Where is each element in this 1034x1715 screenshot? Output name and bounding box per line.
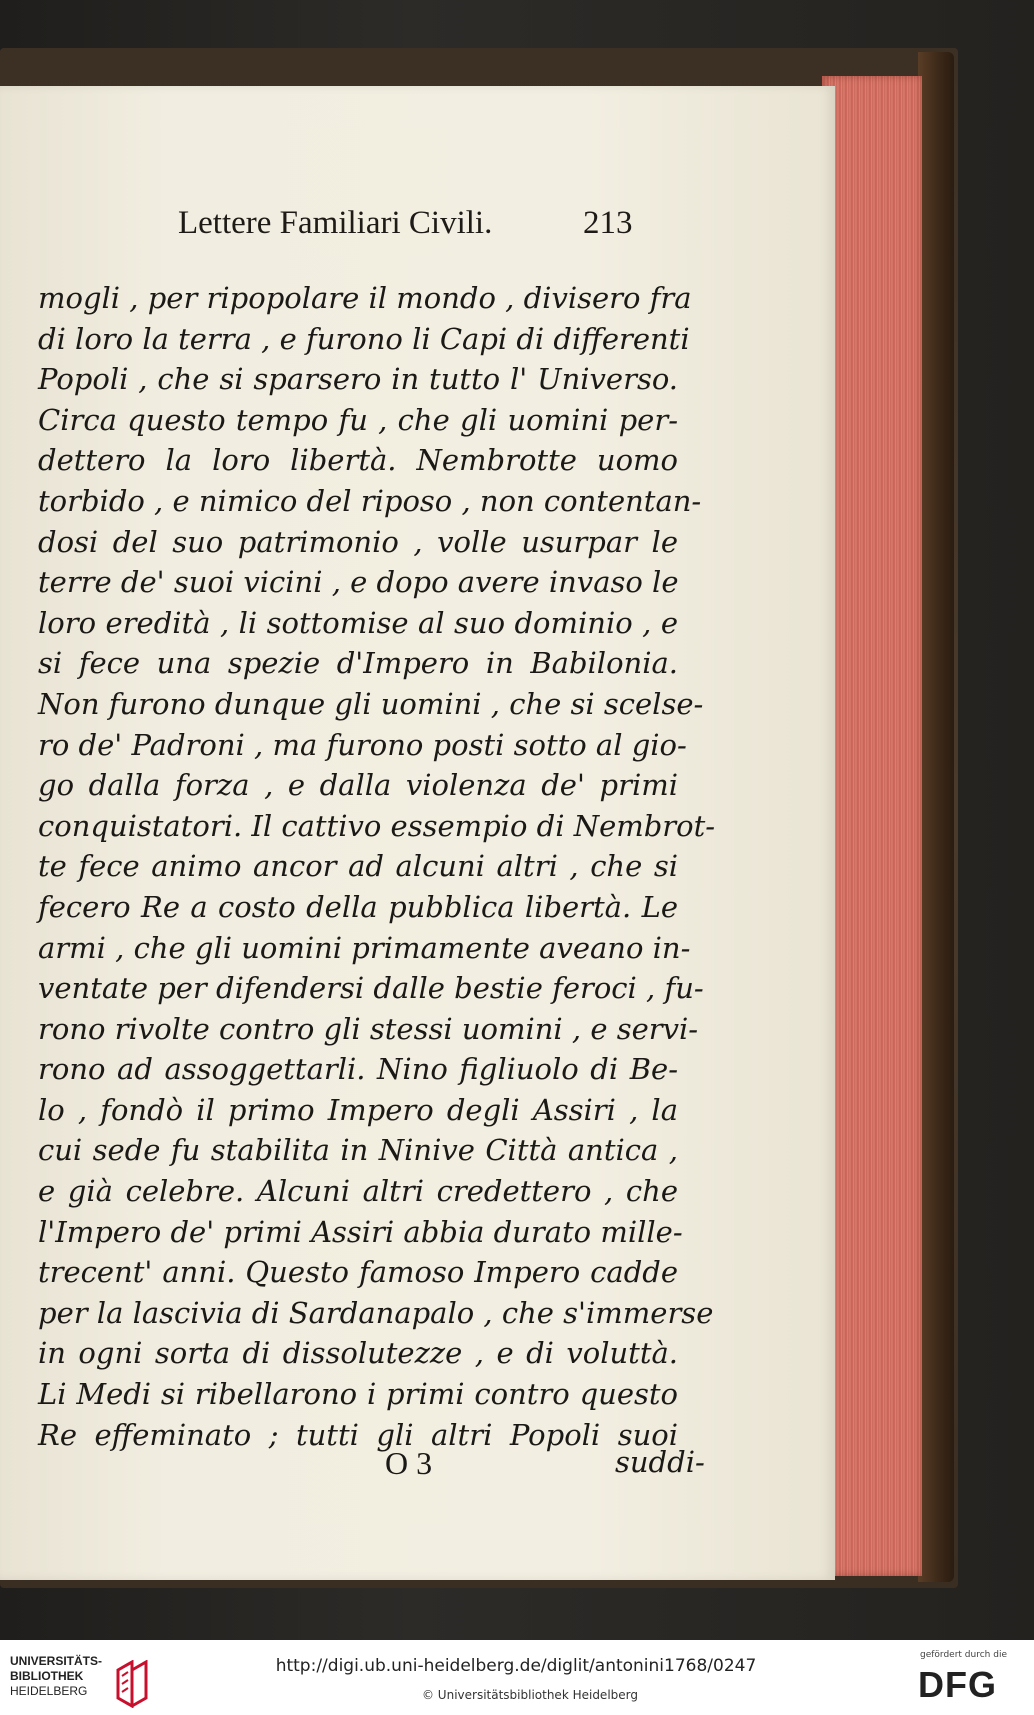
page-footer xyxy=(40,1445,705,1485)
dfg-logo[interactable]: DFG xyxy=(918,1664,997,1705)
library-name-line3: HEIDELBERG xyxy=(10,1684,88,1698)
text-line: torbido , e nimico del riposo , non contentan- xyxy=(38,483,702,518)
text-line: di loro la terra , e furono li Capi di differenti xyxy=(38,321,690,356)
text-line: loro eredità , li sottomise al suo dominio , e xyxy=(38,605,678,640)
text-line: Li Medi si ribellarono i primi contro questo xyxy=(38,1377,678,1412)
text-line: te fece animo ancor ad alcuni altri , che si xyxy=(38,849,678,884)
text-line: rono ad assoggettarli. Nino figliuolo di Be- xyxy=(38,1052,678,1087)
text-line: terre de' suoi vicini , e dopo avere invaso le xyxy=(38,565,679,600)
text-line: ro de' Padroni , ma furono posti sotto al gio- xyxy=(38,727,687,762)
text-line: l'Impero de' primi Assiri abbia durato mille- xyxy=(38,1214,683,1249)
funding-note: gefördert durch die xyxy=(920,1650,1007,1660)
text-line: in ogni sorta di dissolutezze , e di voluttà. xyxy=(38,1336,678,1371)
permalink-url[interactable]: http://digi.ub.uni-heidelberg.de/diglit/antonini1768/0247 xyxy=(275,1656,757,1676)
text-line: Re effeminato ; tutti gli altri Popoli suoi xyxy=(38,1417,678,1452)
page-body xyxy=(38,278,716,1455)
text-line: cui sede fu stabilita in Ninive Città antica , xyxy=(38,1133,678,1168)
text-line: conquistatori. Il cattivo essempio di Nembrot- xyxy=(38,808,716,843)
text-line: armi , che gli uomini primamente aveano in- xyxy=(38,930,691,965)
text-line: fecero Re a costo della pubblica libertà. Le xyxy=(38,889,678,924)
text-line: ventate per difendersi dalle bestie feroci , fu- xyxy=(38,971,704,1006)
signature-mark: O 3 xyxy=(385,1445,433,1481)
text-line: rono rivolte contro gli stessi uomini , e servi- xyxy=(38,1011,699,1046)
text-line: trecent' anni. Questo famoso Impero cadde xyxy=(38,1255,678,1290)
library-emblem-icon xyxy=(114,1660,150,1708)
text-line: Circa questo tempo fu , che gli uomini per- xyxy=(38,402,678,437)
text-line: lo , fondò il primo Impero degli Assiri , la xyxy=(38,1092,678,1127)
text-line: mogli , per ripopolare il mondo , divisero fra xyxy=(38,281,692,315)
text-line: Popoli , che si sparsero in tutto l' Universo. xyxy=(38,362,678,397)
library-name-line1: UNIVERSITÄTS- xyxy=(10,1654,103,1668)
page-edges xyxy=(822,76,922,1576)
text-line: si fece una spezie d'Impero in Babilonia. xyxy=(38,646,678,681)
book-spine xyxy=(918,52,954,1582)
copyright-notice: © Universitätsbibliothek Heidelberg xyxy=(421,1688,638,1702)
running-head-title: Lettere Familiari Civili. xyxy=(178,205,493,241)
library-logo[interactable] xyxy=(10,1652,150,1708)
running-head xyxy=(178,205,678,245)
text-line: Non furono dunque gli uomini , che si scelse- xyxy=(38,686,704,721)
library-name-line2: BIBLIOTHEK xyxy=(10,1669,84,1683)
page-number: 213 xyxy=(583,205,633,241)
viewer-footer-bar xyxy=(0,1640,1034,1715)
text-line: e già celebre. Alcuni altri credettero , che xyxy=(38,1174,678,1209)
text-line: dosi del suo patrimonio , volle usurpar le xyxy=(38,524,678,559)
text-line: dettero la loro libertà. Nembrotte uomo xyxy=(38,443,678,478)
text-line: per la lascivia di Sardanapalo , che s'immerse xyxy=(38,1295,714,1330)
catchword: suddi- xyxy=(615,1445,705,1479)
text-line: go dalla forza , e dalla violenza de' primi xyxy=(38,768,678,803)
